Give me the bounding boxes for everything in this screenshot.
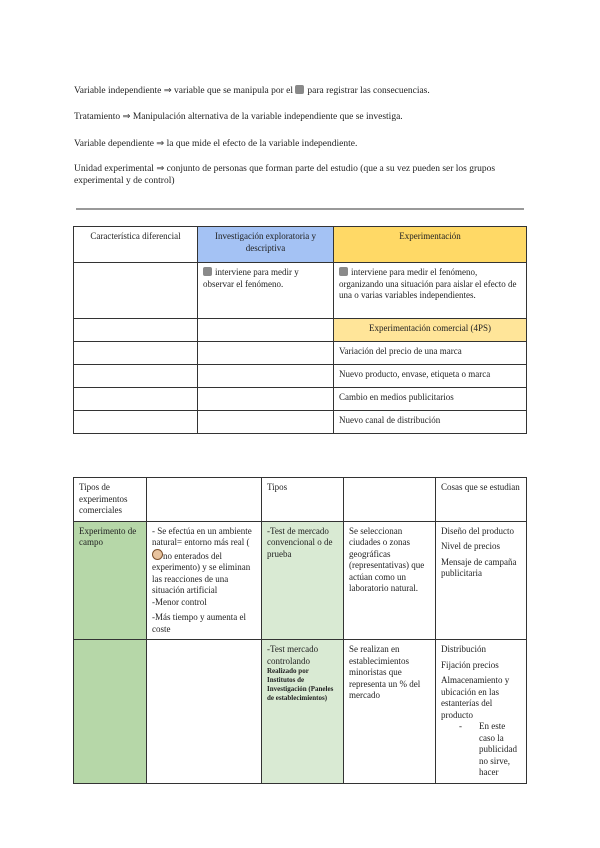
list-item: Mensaje de campaña publicitaria	[441, 556, 517, 578]
arrow: ⇒	[122, 112, 131, 122]
definition-variable-dependiente	[74, 138, 524, 150]
table-cell	[74, 365, 198, 388]
table-cell	[198, 388, 334, 411]
cell-text: interviene para medir y observar el fenómeno.	[203, 267, 299, 289]
cell-text: - Se efectúa en un ambiente natural= entorno más real (	[152, 525, 252, 547]
cell-text: -Test mercado controlando	[267, 644, 319, 666]
header-cell: Tipos de experimentos comerciales	[74, 478, 147, 522]
header-cell	[344, 478, 436, 522]
table-cell	[74, 263, 198, 319]
list-item: Distribución	[441, 644, 486, 654]
detective-icon	[203, 267, 212, 276]
table-cell: Se seleccionan ciudades o zonas geográficas (representativas) que actúan como un laboratorio natural.	[344, 521, 436, 640]
subheader-cell: Experimentación comercial (4PS)	[334, 319, 527, 342]
table-cell: Experimento de campo	[74, 521, 147, 640]
term: Tratamiento	[74, 112, 121, 122]
sub-list-item: - En este caso la publicidad no sirve, hacer	[441, 721, 521, 779]
arrow: ⇒	[156, 139, 165, 149]
table-cell	[147, 640, 262, 784]
text: Manipulación alternativa de la variable independiente que se investiga.	[132, 112, 403, 122]
header-cell: Experimentación	[334, 227, 527, 263]
table-cell	[147, 521, 262, 640]
list-item: Fijación precios	[441, 659, 499, 670]
table-cell: Nuevo canal de distribución	[334, 411, 527, 434]
table-cell	[436, 640, 527, 784]
header-cell: Tipos	[262, 478, 344, 522]
definition-unidad-experimental	[74, 163, 524, 187]
table-cell: Cambio en medios publicitarios	[334, 388, 527, 411]
table-cell: -Test de mercado convencional o de prueba	[262, 521, 344, 640]
cell-text: -Menor control	[152, 596, 207, 607]
detective-icon	[295, 85, 304, 94]
table-cell	[198, 411, 334, 434]
table-cell	[436, 521, 527, 640]
cell-note: Realizado por Institutos de Investigación (Paneles de establecimientos)	[267, 667, 334, 702]
divider	[76, 208, 524, 210]
experiment-types-table	[73, 477, 527, 784]
list-item: Nivel de precios	[441, 541, 500, 551]
list-item: Diseño del producto	[441, 525, 514, 536]
table-cell	[198, 263, 334, 319]
cell-text: interviene para medir el fenómeno, organizando una situación para aislar el efecto de una o varias variables independientes.	[339, 267, 517, 300]
detective-icon	[339, 267, 348, 276]
text: variable que se manipula por el	[174, 86, 293, 96]
table-cell	[198, 365, 334, 388]
comparison-table	[73, 226, 527, 434]
table-cell	[198, 319, 334, 342]
table-cell	[262, 640, 344, 784]
arrow: ⇒	[156, 164, 165, 174]
term: Variable dependiente	[74, 139, 154, 149]
table-cell	[74, 342, 198, 365]
table-cell	[74, 640, 147, 784]
term: Unidad experimental	[74, 164, 154, 174]
term: Variable independiente	[74, 86, 162, 96]
table-cell: Nuevo producto, envase, etiqueta o marca	[334, 365, 527, 388]
definition-tratamiento	[74, 111, 524, 123]
table-cell	[198, 342, 334, 365]
definition-variable-independiente	[74, 85, 524, 97]
cell-text: -Más tiempo y aumenta el coste	[152, 612, 246, 634]
table-cell	[74, 411, 198, 434]
cell-text: no enterados del experimento) y se eliminan las reacciones de una situación artificial	[152, 550, 251, 595]
table-cell	[74, 388, 198, 411]
table-cell	[334, 263, 527, 319]
table-cell	[74, 319, 198, 342]
list-item: Almacenamiento y ubicación en las estanterías del producto	[441, 675, 510, 720]
table-cell: Variación del precio de una marca	[334, 342, 527, 365]
text: para registrar las consecuencias.	[307, 86, 430, 96]
header-cell: Investigación exploratoria y descriptiva	[198, 227, 334, 263]
text: conjunto de personas que forman parte del estudio (que a su vez pueden ser los grupos experimental y de control)	[74, 164, 496, 186]
text: la que mide el efecto de la variable independiente.	[166, 139, 358, 149]
table-cell: Se realizan en establecimientos minoristas que representa un % del mercado	[344, 640, 436, 784]
arrow: ⇒	[163, 86, 172, 96]
header-cell	[147, 478, 262, 522]
person-icon	[152, 549, 163, 560]
header-cell: Característica diferencial	[74, 227, 198, 263]
header-cell: Cosas que se estudian	[436, 478, 527, 522]
